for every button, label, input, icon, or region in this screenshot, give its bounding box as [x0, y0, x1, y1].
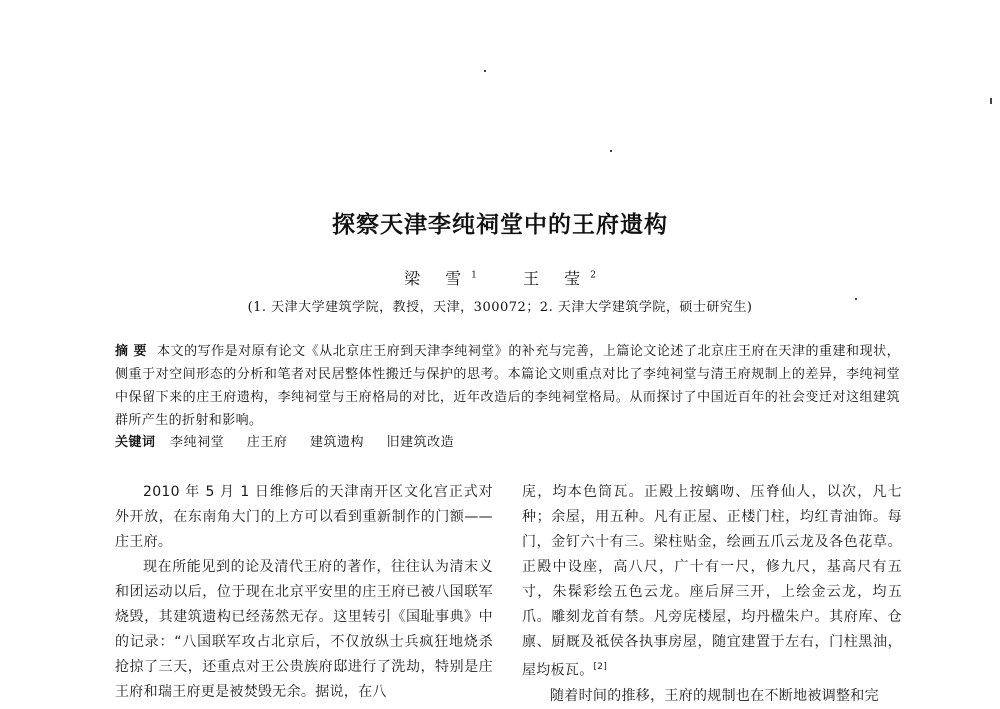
- author-line: [0, 266, 1000, 289]
- body-paragraph: 现在所能见到的论及清代王府的著作，往往认为清末义和团运动以后，位于现在北京平安里的庄王府已被八国联军烧毁，其建筑遗构已经荡然无存。这里转引《国耻事典》中的记录：“八国联军攻占北京后，不仅放纵士兵疯狂地烧杀抢掠了三天，还重点对王公贵族府邸进行了洗劫，特别是庄王府和瑞王府更是被焚毁无余。据说，在八: [115, 559, 493, 700]
- body-column-left: [115, 480, 493, 705]
- abstract-text: 本文的写作是对原有论文《从北京庄王府到天津李纯祠堂》的补充与完善，上篇论文论述了北京庄王府在天津的重建和现状，侧重于对空间形态的分析和笔者对民居整体性搬迁与保护的思考。本篇论文则重点对比了李纯祠堂与清王府规制上的差异，李纯祠堂中保留下来的庄王府遗构，李纯祠堂与王府格局的对比，近年改造后的李纯祠堂格局。从而探讨了中国近百年的社会变迁对这组建筑群所产生的折射和影响。: [115, 344, 900, 428]
- abstract: [115, 340, 900, 432]
- author-2: 王 莹: [523, 269, 591, 288]
- keyword: 庄王府: [246, 435, 288, 450]
- author-1: 梁 雪: [404, 269, 472, 288]
- citation-mark: [2]: [593, 662, 608, 672]
- keywords-label: 关键词: [115, 435, 156, 450]
- affiliations: (1. 天津大学建筑学院，教授，天津，300072；2. 天津大学建筑学院，硕士研究生): [247, 300, 753, 315]
- body-paragraph: 随着时间的推移，王府的规制也在不断地被调整和完: [550, 687, 879, 704]
- scan-speck: [855, 298, 857, 300]
- keyword: 旧建筑改造: [386, 435, 455, 450]
- continued-text: 庑，均本色筒瓦。正殿上按螭吻、压脊仙人，以次，凡七种；余屋，用五种。凡有正屋、正楼门柱，均红青油饰。每门，金钉六十有三。梁柱贴金，绘画五爪云龙及各色花草。正殿中设座，高八尺，广十有一尺，修九尺，基高尺有五寸，朱髹彩绘五色云龙。座后屏三开，上绘金云龙，均五爪。雕刻龙首有禁。凡旁庑楼屋，均丹楹朱户。其府库、仓廪、厨厩及祗侯各执事房屋，随宜建置于左右，门柱黑油，屋均板瓦。: [522, 484, 902, 679]
- body-paragraph: 2010 年 5 月 1 日维修后的天津南开区文化宫正式对外开放，在东南角大门的上方可以看到重新制作的门额——庄王府。: [115, 484, 493, 550]
- body-paragraph-continued: [522, 480, 902, 684]
- abstract-label: 摘 要: [115, 344, 148, 359]
- keyword: 建筑遗构: [309, 435, 364, 450]
- keywords: [115, 432, 900, 454]
- scan-speck: [484, 70, 486, 72]
- scan-speck: [990, 98, 992, 104]
- keyword: 李纯祠堂: [170, 435, 225, 450]
- body-column-right: [522, 480, 902, 709]
- paper-title: 探察天津李纯祠堂中的王府遗构: [332, 212, 668, 238]
- author-2-affil-mark: 2: [590, 270, 596, 281]
- scan-speck: [610, 150, 612, 152]
- author-1-affil-mark: 1: [471, 270, 477, 281]
